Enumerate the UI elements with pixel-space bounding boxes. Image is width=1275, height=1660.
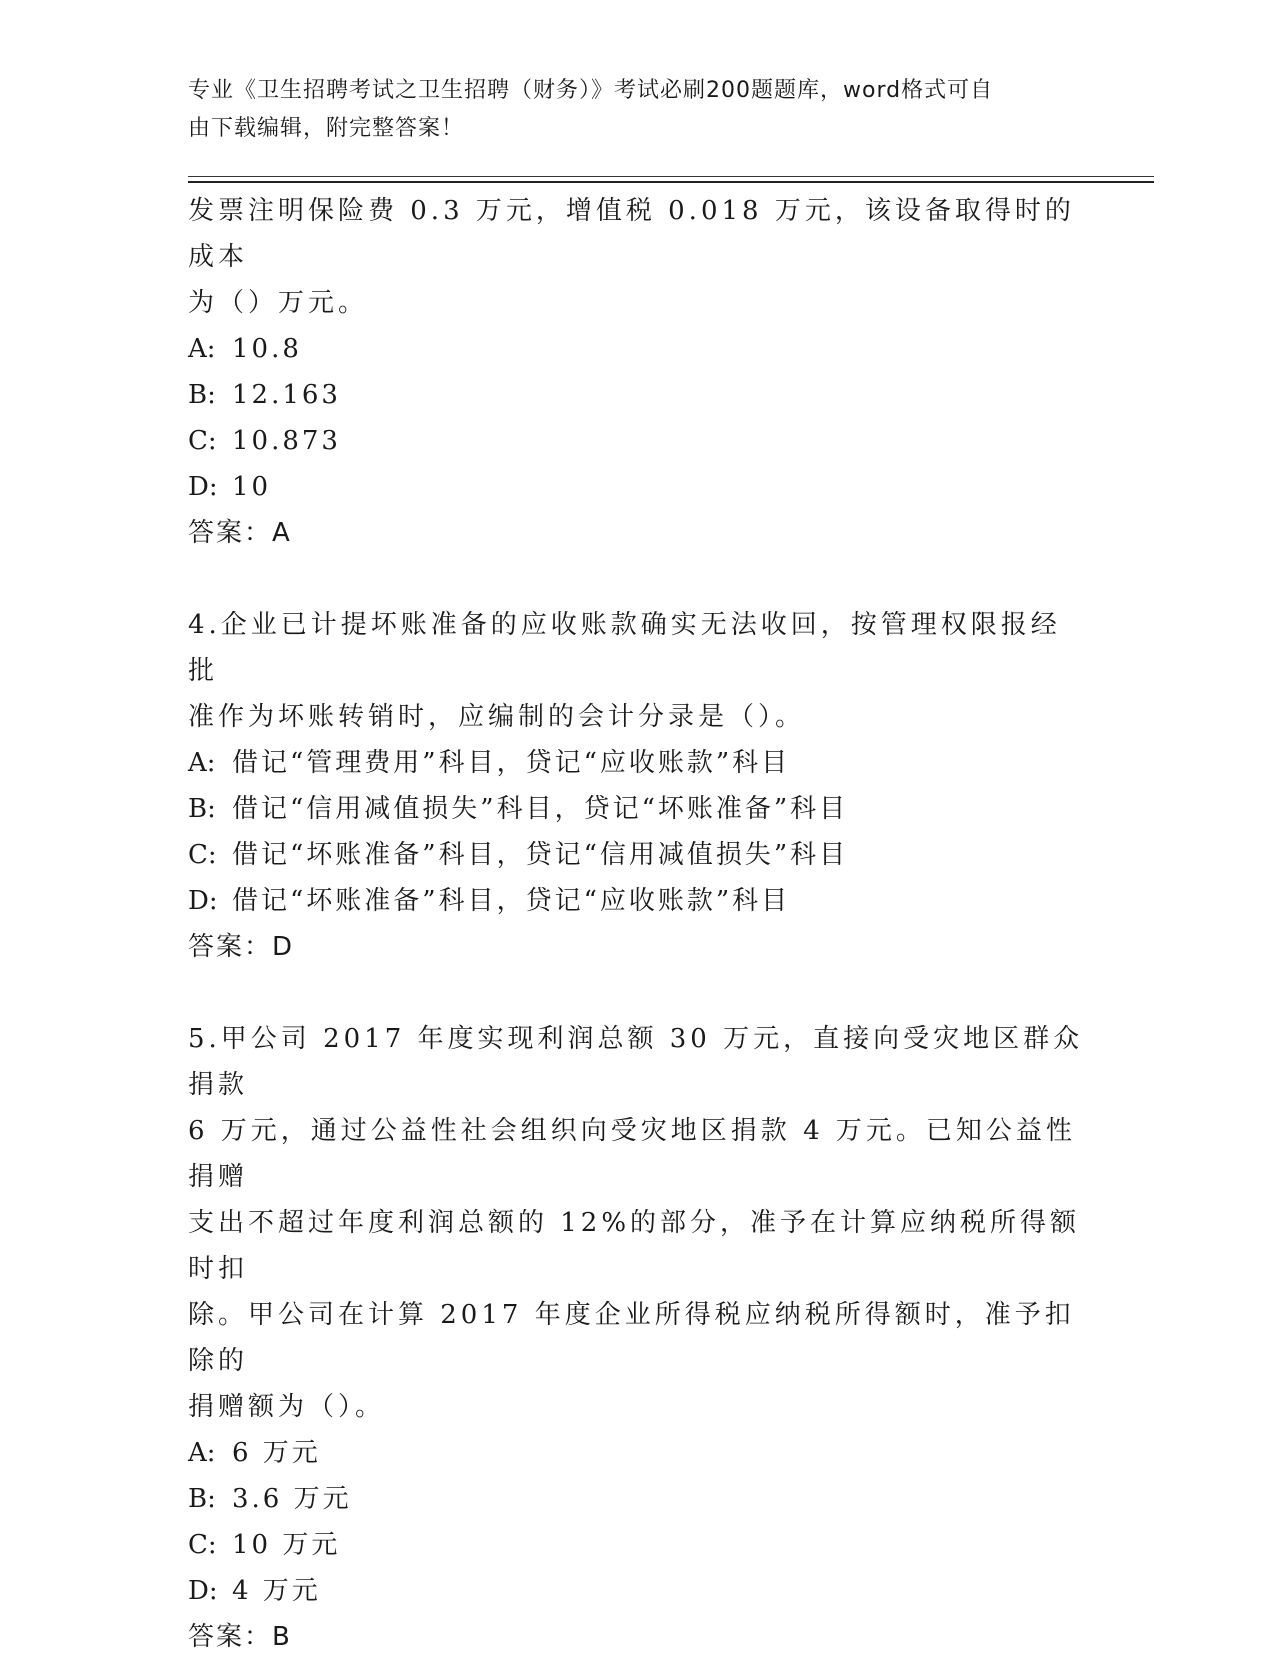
- question-5-option-d: [188, 1568, 1088, 1614]
- question-list: [188, 188, 1088, 1660]
- option-text: 10: [232, 472, 272, 502]
- option-letter: B:: [188, 1484, 216, 1514]
- header-divider-thick: [188, 181, 1154, 183]
- question-4-answer: 答案：D: [188, 932, 295, 962]
- option-letter: D:: [188, 472, 218, 502]
- question-3-option-d: [188, 464, 1088, 510]
- question-4-option-a: [188, 740, 1088, 786]
- question-4-stem-line-2: 准作为坏账转销时，应编制的会计分录是（）。: [188, 702, 806, 732]
- question-3-stem-line-1: 发票注明保险费 0.3 万元，增值税 0.018 万元，该设备取得时的成本: [188, 196, 1075, 272]
- option-letter: A:: [188, 748, 216, 778]
- question-3-option-c: [188, 418, 1088, 464]
- option-text: 借记“信用减值损失”科目，贷记“坏账准备”科目: [232, 794, 849, 824]
- option-text: 10.873: [232, 426, 341, 456]
- header-divider-thin: [188, 176, 1154, 177]
- option-text: 借记“坏账准备”科目，贷记“信用减值损失”科目: [232, 840, 849, 870]
- option-text: 10.8: [232, 334, 302, 364]
- question-3-stem-line-2: 为（）万元。: [188, 288, 369, 318]
- question-5-stem-line-2: 6 万元，通过公益性社会组织向受灾地区捐款 4 万元。已知公益性捐赠: [188, 1116, 1076, 1192]
- option-text: 4 万元: [232, 1576, 321, 1606]
- question-5-stem-line-5: 捐赠额为（）。: [188, 1392, 386, 1422]
- option-text: 10 万元: [232, 1530, 341, 1560]
- question-5-stem-line-3: 支出不超过年度利润总额的 12%的部分，准予在计算应纳税所得额时扣: [188, 1208, 1081, 1284]
- question-3-option-a: [188, 326, 1088, 372]
- question-5-option-c: [188, 1522, 1088, 1568]
- option-text: 借记“管理费用”科目，贷记“应收账款”科目: [232, 748, 791, 778]
- option-letter: C:: [188, 426, 217, 456]
- question-4-option-c: [188, 832, 1088, 878]
- option-letter: D:: [188, 886, 218, 916]
- option-letter: D:: [188, 1576, 218, 1606]
- option-letter: A:: [188, 1438, 216, 1468]
- option-text: 借记“坏账准备”科目，贷记“应收账款”科目: [232, 886, 791, 916]
- question-4-stem-line-1: 4.企业已计提坏账准备的应收账款确实无法收回，按管理权限报经批: [188, 610, 1061, 686]
- option-letter: B:: [188, 794, 216, 824]
- option-text: 3.6 万元: [232, 1484, 352, 1514]
- question-5-stem-line-1: 5.甲公司 2017 年度实现利润总额 30 万元，直接向受灾地区群众捐款: [188, 1024, 1084, 1100]
- spacer: [188, 970, 1088, 1016]
- question-5-answer: 答案：B: [188, 1622, 292, 1652]
- option-letter: B:: [188, 380, 216, 410]
- header-line-1: 专业《卫生招聘考试之卫生招聘（财务）》考试必刷200题题库，word格式可自: [188, 78, 994, 103]
- option-letter: A:: [188, 334, 216, 364]
- header-line-2: 由下载编辑，附完整答案！: [188, 116, 465, 141]
- question-4-option-d: [188, 878, 1088, 924]
- question-5-option-a: [188, 1430, 1088, 1476]
- document-header: [188, 72, 1088, 148]
- option-letter: C:: [188, 840, 217, 870]
- option-letter: C:: [188, 1530, 217, 1560]
- question-4-option-b: [188, 786, 1088, 832]
- question-5: [188, 1016, 1088, 1660]
- spacer: [188, 556, 1088, 602]
- question-3-answer: 答案：A: [188, 518, 292, 548]
- question-5-stem-line-4: 除。甲公司在计算 2017 年度企业所得税应纳税所得额时，准予扣除的: [188, 1300, 1075, 1376]
- question-4: [188, 602, 1088, 970]
- option-text: 12.163: [232, 380, 341, 410]
- question-3: [188, 188, 1088, 556]
- question-5-option-b: [188, 1476, 1088, 1522]
- option-text: 6 万元: [232, 1438, 321, 1468]
- question-3-option-b: [188, 372, 1088, 418]
